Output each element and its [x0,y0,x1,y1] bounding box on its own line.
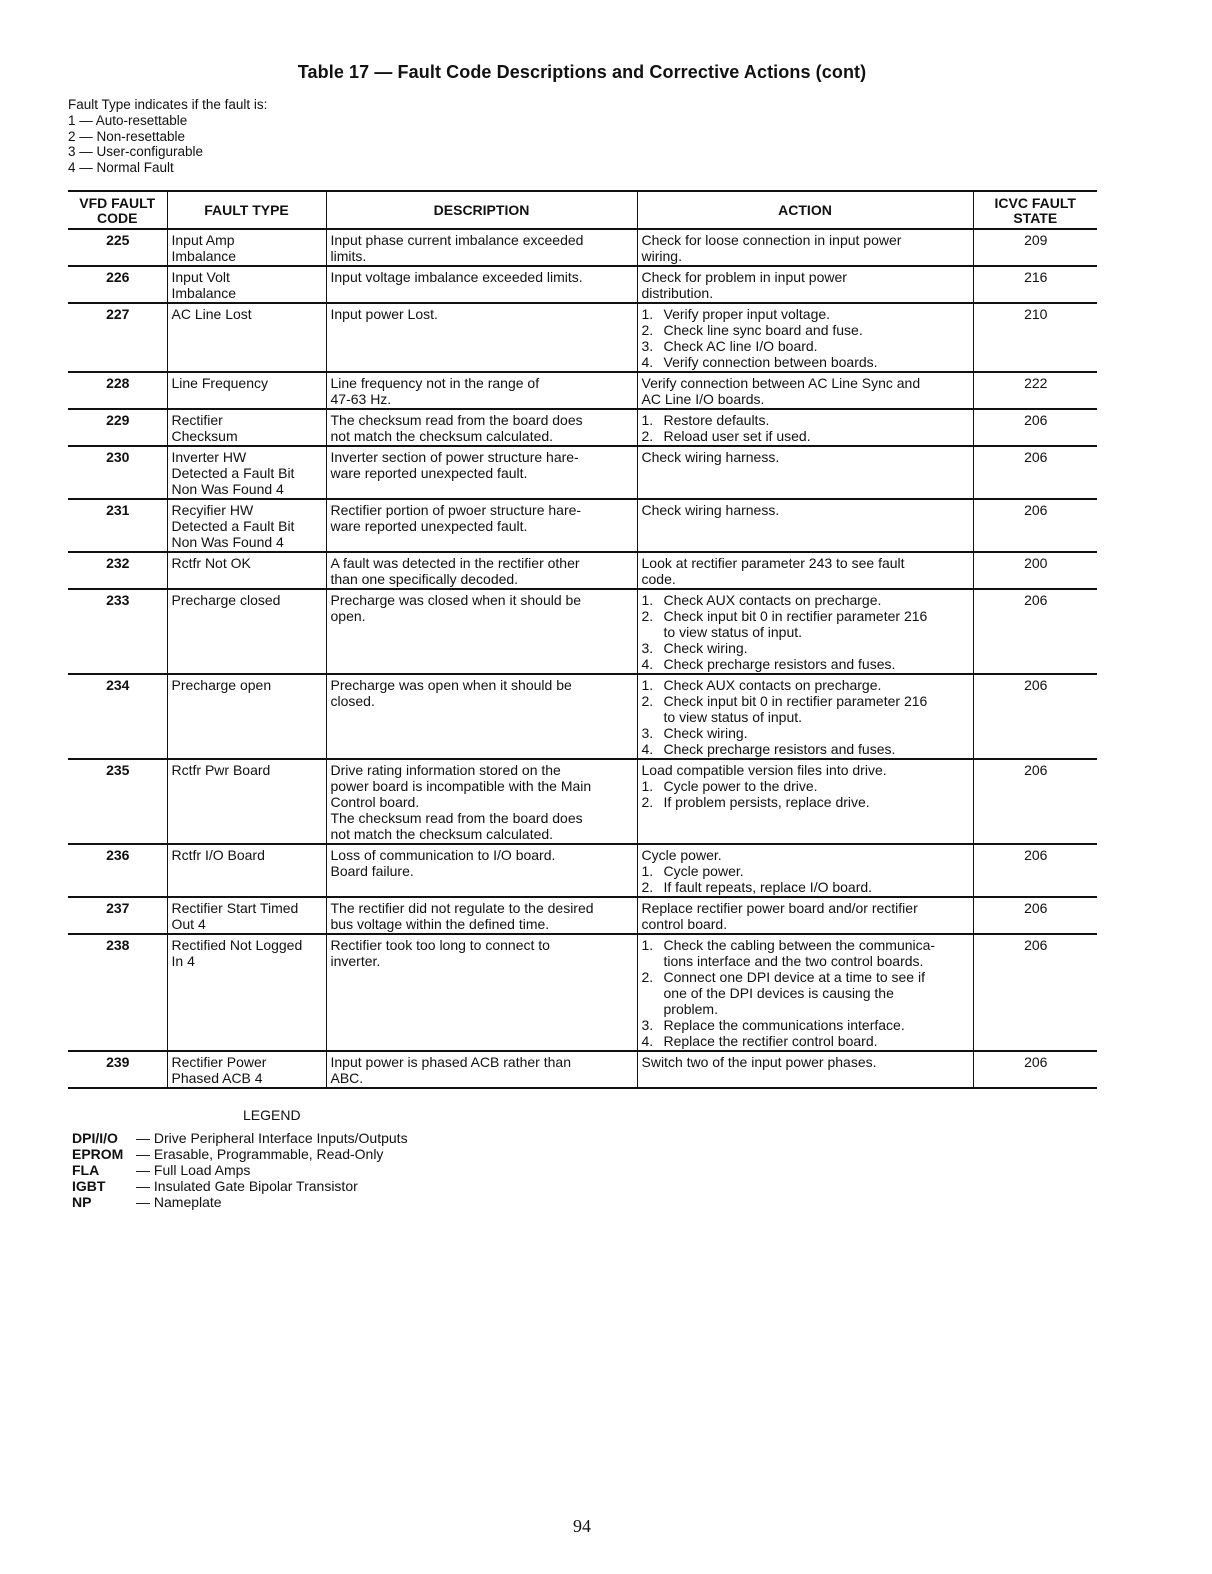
page-number: 94 [573,1516,591,1536]
icvc-fault-state-cell: 206 [973,844,1097,897]
action-step-text [664,778,970,794]
action-step-text [664,969,970,1017]
vfd-fault-code-cell: 227 [68,303,167,372]
table-row [68,897,1097,934]
action-line: Load compatible version files into drive. [641,762,887,778]
fault-type-item: 4 — Normal Fault [68,160,174,176]
vfd-fault-code-cell: 231 [68,499,167,552]
action-line: Check AUX contacts on precharge. [663,677,882,693]
table-row [68,934,1097,1051]
fault-type-line: Rectifier Power [171,1054,267,1070]
fault-type-item: 2 — Non-resettable [68,128,186,144]
fault-type-line: Rectifier Start Timed [171,900,299,916]
action-step-text [664,608,970,640]
description-line: Rectifier portion of pwoer structure hare- [330,502,582,518]
description-line: Precharge was closed when it should be [330,592,582,608]
action-step-number: 1. [641,306,654,322]
table-row [68,266,1097,303]
action-line: Replace rectifier power board and/or rectifier [641,900,918,916]
action-cell [637,897,973,934]
action-step [642,306,970,322]
header-fault-type: FAULT TYPE [167,191,326,229]
vfd-fault-code-cell: 237 [68,897,167,934]
icvc-fault-state-cell: 206 [973,499,1097,552]
vfd-fault-code-cell: 232 [68,552,167,589]
description-line: The checksum read from the board does [330,810,583,826]
action-cell [637,266,973,303]
action-step [642,693,970,725]
action-step-text [664,354,970,370]
action-line: Check wiring. [663,640,748,656]
fault-type-line: AC Line Lost [171,306,252,322]
vfd-fault-code-cell: 230 [68,446,167,499]
fault-type-intro [68,97,267,176]
table-row [68,759,1097,844]
description-cell [326,303,637,372]
action-step-number: 1. [641,863,654,879]
fault-type-cell [167,266,326,303]
description-cell [326,499,637,552]
action-step-text [664,879,970,895]
table-row [68,552,1097,589]
legend-abbr: FLA [72,1162,100,1178]
action-line: Check precharge resistors and fuses. [663,741,896,757]
action-line: Cycle power. [663,863,744,879]
fault-type-line: Non Was Found 4 [171,481,284,497]
action-line: control board. [641,916,728,932]
action-line: Reload user set if used. [663,428,811,444]
fault-type-cell [167,499,326,552]
description-line: 47-63 Hz. [330,391,392,407]
description-line: bus voltage within the defined time. [330,916,550,932]
description-line: Input phase current imbalance exceeded [330,232,584,248]
description-line: ABC. [330,1070,364,1086]
table-row [68,844,1097,897]
action-step-number: 1. [641,592,654,608]
icvc-fault-state-cell: 206 [973,589,1097,674]
description-line: Line frequency not in the range of [330,375,540,391]
legend [72,1130,408,1210]
action-line: Cycle power. [641,847,722,863]
action-cell [637,674,973,759]
fault-type-line: Precharge closed [171,592,281,608]
action-line: Check wiring harness. [641,449,780,465]
icvc-fault-state-cell: 206 [973,897,1097,934]
action-step-text [664,937,970,969]
table-row [68,229,1097,266]
action-step-number: 4. [641,656,654,672]
table-row [68,303,1097,372]
legend-abbr: DPI/I/O [72,1130,118,1146]
fault-type-cell [167,229,326,266]
description-cell [326,759,637,844]
action-line: Check precharge resistors and fuses. [663,656,896,672]
fault-type-line: Input Amp [171,232,235,248]
legend-row [72,1146,408,1162]
action-step [642,794,970,810]
action-line: wiring. [641,248,682,264]
action-step-text [664,794,970,810]
action-step [642,937,970,969]
fault-type-line: Input Volt [171,269,230,285]
description-line: Rectifier took too long to connect to [330,937,550,953]
table-body [68,229,1097,1088]
vfd-fault-code-cell: 238 [68,934,167,1051]
fault-type-line: Precharge open [171,677,272,693]
action-step-number: 1. [641,677,654,693]
action-step-text [664,412,970,428]
description-cell [326,1051,637,1088]
legend-text: — Nameplate [136,1194,222,1210]
action-step [642,677,970,693]
icvc-fault-state-cell: 206 [973,409,1097,446]
vfd-fault-code-cell: 229 [68,409,167,446]
action-step [642,412,970,428]
header-vfd-fault-code: VFD FAULT CODE [68,191,167,229]
action-step-text [664,322,970,338]
icvc-fault-state-cell: 222 [973,372,1097,409]
icvc-fault-state-cell: 209 [973,229,1097,266]
action-line: Verify connection between boards. [663,354,878,370]
vfd-fault-code-cell: 226 [68,266,167,303]
legend-abbr: NP [72,1194,92,1210]
fault-type-item: 3 — User-configurable [68,144,204,160]
legend-text: — Insulated Gate Bipolar Transistor [136,1178,358,1194]
fault-type-cell [167,1051,326,1088]
vfd-fault-code-cell: 234 [68,674,167,759]
action-line: problem. [663,1001,718,1017]
fault-type-cell [167,674,326,759]
action-step [642,969,970,1017]
action-step [642,741,970,757]
action-step-text [664,640,970,656]
header-action: ACTION [637,191,973,229]
action-step [642,1017,970,1033]
action-line: Check AUX contacts on precharge. [663,592,882,608]
description-line: The rectifier did not regulate to the desired [330,900,594,916]
fault-type-line: Rectifier [171,412,223,428]
description-line: Loss of communication to I/O board. [330,847,556,863]
legend-abbr: EPROM [72,1146,124,1162]
action-step [642,640,970,656]
action-step-number: 4. [641,741,654,757]
description-line: open. [330,608,366,624]
action-step-number: 2. [641,794,654,810]
legend-text: — Drive Peripheral Interface Inputs/Outputs [136,1130,408,1146]
description-line: than one specifically decoded. [330,571,519,587]
action-step-number: 3. [641,1017,654,1033]
action-step-number: 3. [641,725,654,741]
description-cell [326,844,637,897]
fault-type-line: Line Frequency [171,375,269,391]
action-step-text [664,741,970,757]
action-step [642,778,970,794]
description-cell [326,446,637,499]
fault-type-line: Rctfr Not OK [171,555,251,571]
fault-type-line: Inverter HW [171,449,247,465]
description-line: not match the checksum calculated. [330,428,554,444]
vfd-fault-code-cell: 235 [68,759,167,844]
icvc-fault-state-cell: 216 [973,266,1097,303]
action-step [642,656,970,672]
fault-type-line: Rectified Not Logged [171,937,303,953]
action-line: Check wiring. [663,725,748,741]
table-row [68,589,1097,674]
action-line: Check the cabling between the communica- [663,937,936,953]
fault-type-line: Phased ACB 4 [171,1070,263,1086]
icvc-fault-state-cell: 206 [973,674,1097,759]
table-row [68,499,1097,552]
action-step-text [664,338,970,354]
legend-row [72,1162,408,1178]
action-step-number: 2. [641,608,654,624]
description-line: Input power Lost. [330,306,438,322]
description-line: Drive rating information stored on the [330,762,561,778]
action-line: Cycle power to the drive. [663,778,818,794]
vfd-fault-code-cell: 225 [68,229,167,266]
fault-type-line: Detected a Fault Bit [171,465,295,481]
fault-type-line: Imbalance [171,248,237,264]
action-step-text [664,306,970,322]
icvc-fault-state-cell: 206 [973,446,1097,499]
action-cell [637,372,973,409]
action-step-number: 4. [641,354,654,370]
action-step-number: 2. [641,969,654,985]
action-line: Check for problem in input power [641,269,847,285]
action-line: Replace the rectifier control board. [663,1033,878,1049]
fault-type-line: Recyifier HW [171,502,254,518]
legend-row [72,1178,408,1194]
description-line: Input voltage imbalance exceeded limits. [330,269,583,285]
action-cell [637,409,973,446]
table-row [68,1051,1097,1088]
vfd-fault-code-cell: 228 [68,372,167,409]
action-line: to view status of input. [663,709,803,725]
action-line: Switch two of the input power phases. [641,1054,877,1070]
action-step [642,354,970,370]
action-step [642,725,970,741]
action-step-text [664,863,970,879]
description-cell [326,229,637,266]
action-step-number: 1. [641,937,654,953]
legend-row [72,1130,408,1146]
action-cell [637,552,973,589]
intro-heading: Fault Type indicates if the fault is: [68,97,268,112]
action-line: Connect one DPI device at a time to see if [663,969,925,985]
description-cell [326,409,637,446]
action-line: If problem persists, replace drive. [663,794,870,810]
action-line: code. [641,571,676,587]
description-line: not match the checksum calculated. [330,826,554,842]
action-step [642,592,970,608]
action-step-text [664,656,970,672]
action-step-number: 1. [641,778,654,794]
action-step [642,863,970,879]
fault-type-cell [167,446,326,499]
header-description: DESCRIPTION [326,191,637,229]
action-line: Check line sync board and fuse. [663,322,863,338]
fault-code-table [68,190,1097,1089]
description-line: inverter. [330,953,381,969]
vfd-fault-code-cell: 239 [68,1051,167,1088]
table-row [68,372,1097,409]
action-step-text [664,428,970,444]
description-line: Input power is phased ACB rather than [330,1054,571,1070]
action-cell [637,934,973,1051]
action-line: distribution. [641,285,714,301]
action-step-text [664,725,970,741]
fault-type-line: Out 4 [171,916,206,932]
fault-type-line: Detected a Fault Bit [171,518,295,534]
icvc-fault-state-cell: 210 [973,303,1097,372]
description-line: power board is incompatible with the Main [330,778,592,794]
action-line: AC Line I/O boards. [641,391,765,407]
action-cell [637,446,973,499]
description-line: closed. [330,693,375,709]
fault-type-cell [167,372,326,409]
description-cell [326,552,637,589]
description-cell [326,266,637,303]
action-step-text [664,677,970,693]
fault-type-cell [167,409,326,446]
fault-type-cell [167,552,326,589]
description-line: ware reported unexpected fault. [330,518,528,534]
description-cell [326,372,637,409]
table-row [68,409,1097,446]
action-step-text [664,693,970,725]
action-cell [637,1051,973,1088]
icvc-fault-state-cell: 206 [973,1051,1097,1088]
legend-title: LEGEND [243,1107,301,1123]
legend-text: — Full Load Amps [136,1162,251,1178]
description-cell [326,897,637,934]
action-cell [637,229,973,266]
fault-type-line: Checksum [171,428,238,444]
action-line: Verify connection between AC Line Sync and [641,375,921,391]
action-line: Verify proper input voltage. [663,306,831,322]
table-row [68,674,1097,759]
fault-type-line: Rctfr I/O Board [171,847,265,863]
description-line: A fault was detected in the rectifier other [330,555,580,571]
legend-abbr: IGBT [72,1178,106,1194]
icvc-fault-state-cell: 206 [973,759,1097,844]
description-line: ware reported unexpected fault. [330,465,528,481]
fault-type-line: Imbalance [171,285,237,301]
action-cell [637,589,973,674]
action-step-number: 2. [641,428,654,444]
fault-type-cell [167,589,326,674]
fault-type-item: 1 — Auto-resettable [68,112,188,128]
action-line: Check input bit 0 in rectifier parameter 216 [663,693,928,709]
vfd-fault-code-cell: 236 [68,844,167,897]
fault-type-line: Non Was Found 4 [171,534,284,550]
action-step-number: 4. [641,1033,654,1049]
action-line: Check for loose connection in input power [641,232,902,248]
action-line: one of the DPI devices is causing the [663,985,894,1001]
action-step-number: 2. [641,693,654,709]
action-step [642,338,970,354]
action-step [642,322,970,338]
action-line: to view status of input. [663,624,803,640]
fault-type-cell [167,303,326,372]
action-step [642,428,970,444]
action-step-text [664,1017,970,1033]
header-icvc-fault-state: ICVC FAULT STATE [973,191,1097,229]
description-cell [326,674,637,759]
action-line: Check AC line I/O board. [663,338,818,354]
fault-type-line: Rctfr Pwr Board [171,762,271,778]
legend-text: — Erasable, Programmable, Read-Only [136,1146,384,1162]
fault-type-line: In 4 [171,953,195,969]
description-cell [326,589,637,674]
action-step-number: 2. [641,322,654,338]
action-step [642,1033,970,1049]
vfd-fault-code-cell: 233 [68,589,167,674]
action-cell [637,499,973,552]
action-line: Restore defaults. [663,412,770,428]
table-row [68,446,1097,499]
action-line: Check input bit 0 in rectifier parameter 216 [663,608,928,624]
fault-type-cell [167,897,326,934]
action-step-text [664,592,970,608]
icvc-fault-state-cell: 206 [973,934,1097,1051]
description-line: limits. [330,248,367,264]
fault-type-cell [167,844,326,897]
description-line: Control board. [330,794,420,810]
fault-type-cell [167,759,326,844]
action-cell [637,759,973,844]
action-step [642,608,970,640]
action-line: Check wiring harness. [641,502,780,518]
action-step-number: 3. [641,338,654,354]
description-line: Inverter section of power structure hare- [330,449,579,465]
action-line: Look at rectifier parameter 243 to see fault [641,555,905,571]
description-cell [326,934,637,1051]
description-line: Board failure. [330,863,414,879]
table-title: Table 17 — Fault Code Descriptions and Corrective Actions (cont) [297,62,867,82]
fault-type-cell [167,934,326,1051]
description-line: The checksum read from the board does [330,412,583,428]
action-line: If fault repeats, replace I/O board. [663,879,873,895]
legend-row [72,1194,408,1210]
action-cell [637,844,973,897]
action-step-number: 2. [641,879,654,895]
action-line: Replace the communications interface. [663,1017,905,1033]
action-step [642,879,970,895]
action-cell [637,303,973,372]
action-step-number: 3. [641,640,654,656]
action-step-number: 1. [641,412,654,428]
action-step-text [664,1033,970,1049]
description-line: Precharge was open when it should be [330,677,572,693]
action-line: tions interface and the two control boards. [663,953,924,969]
table-header-row [68,191,1097,229]
icvc-fault-state-cell: 200 [973,552,1097,589]
